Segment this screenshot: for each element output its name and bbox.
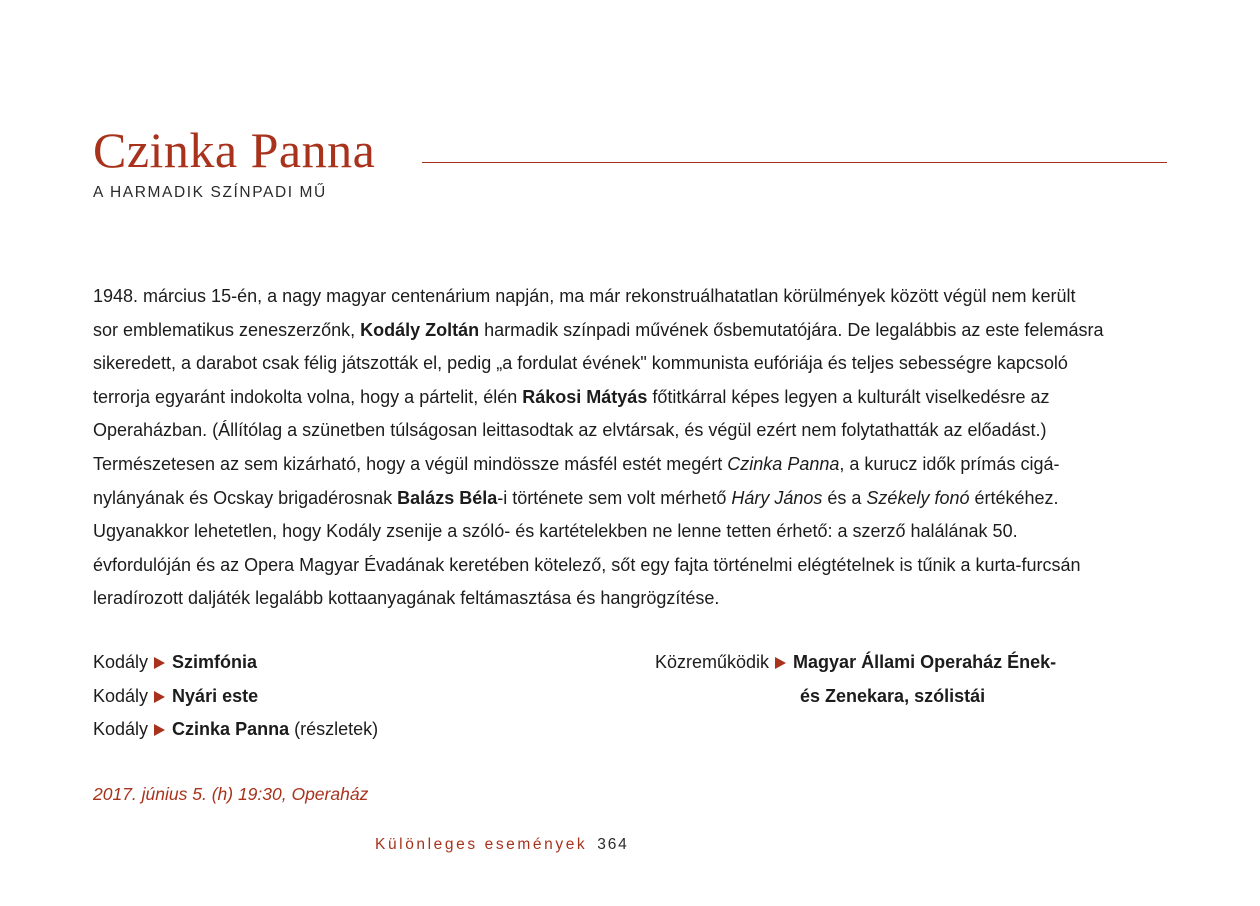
body-line	[93, 314, 1168, 348]
page-subtitle: A HARMADIK SZÍNPADI MŰ	[93, 184, 327, 201]
article-body	[93, 280, 1168, 616]
page-number: 364	[597, 836, 629, 853]
performers	[655, 646, 1056, 713]
body-line	[93, 482, 1168, 516]
program-work: Czinka Panna	[172, 719, 290, 740]
play-arrow-icon	[154, 657, 165, 669]
page-title: Czinka Panna	[93, 122, 376, 178]
body-line	[93, 448, 1168, 482]
program-item	[93, 680, 378, 714]
body-italic-title: Székely fonó	[866, 487, 970, 508]
program-item	[93, 646, 378, 680]
body-line	[93, 347, 1168, 381]
performers-label: Közreműködik	[655, 652, 770, 672]
program-list	[93, 646, 378, 747]
body-line	[93, 582, 1168, 616]
footer-section-label: Különleges események	[375, 836, 588, 853]
body-text-segment: , a kurucz idők prímás cigá-	[839, 453, 1060, 474]
event-date: 2017. június 5. (h) 19:30, Operaház	[93, 784, 369, 804]
body-italic-title: Czinka Panna	[727, 453, 840, 474]
title-divider	[422, 162, 1167, 163]
program-composer: Kodály	[93, 652, 149, 672]
body-text-segment: évfordulóján és az Opera Magyar Évadának keretében kötelező, sőt egy fajta történelmi elégtételnek is tűnik a kurta-furcsán	[93, 554, 1081, 575]
body-text-segment: sikeredett, a darabot csak félig játszották el, pedig „a fordulat évének" kommunista eufóriája és teljes sebességre kapcsoló	[93, 353, 1068, 374]
body-text-segment: -i története sem volt mérhető	[497, 487, 732, 508]
program-work: Szimfónia	[172, 652, 258, 672]
body-line	[93, 414, 1168, 448]
body-text-segment: leradírozott daljáték legalább kottaanyagának feltámasztása és hangrögzítése.	[93, 588, 720, 609]
body-text-segment: főtitkárral képes legyen a kulturált viselkedésre az	[647, 386, 1050, 407]
body-text-segment: értékéhez.	[969, 487, 1059, 508]
body-line	[93, 549, 1168, 583]
body-text-segment: nylányának és Ocskay brigadérosnak	[93, 487, 398, 508]
program-composer: Kodály	[93, 685, 149, 706]
performers-line-1	[655, 646, 1056, 680]
body-bold-name: Balázs Béla	[397, 487, 498, 508]
performers-name: Magyar Állami Operaház Ének-	[793, 652, 1057, 672]
body-italic-title: Háry János	[731, 487, 823, 508]
program-composer: Kodály	[93, 719, 149, 740]
program-note: (részletek)	[289, 719, 379, 740]
play-arrow-icon	[154, 724, 165, 736]
page-footer	[375, 836, 629, 854]
body-text-segment: Operaházban. (Állítólag a szünetben túlságosan leittasodtak az elvtársak, és végül ezért nem folytathatták az előadást.)	[93, 420, 1047, 441]
body-text-segment: 1948. március 15-én, a nagy magyar centenárium napján, ma már rekonstruálhatatlan körülmények között végül nem került	[93, 286, 1076, 306]
body-line	[93, 280, 1168, 314]
performers-line-2	[655, 680, 1056, 714]
body-line	[93, 515, 1168, 549]
body-text-segment: terrorja egyaránt indokolta volna, hogy a pártelit, élén	[93, 386, 523, 407]
body-line	[93, 381, 1168, 415]
body-bold-name: Rákosi Mátyás	[522, 386, 648, 407]
program-item	[93, 713, 378, 747]
body-bold-name: Kodály Zoltán	[360, 319, 480, 340]
performers-name-continued: és Zenekara, szólistái	[800, 685, 986, 706]
body-text-segment: sor emblematikus zeneszerzőnk,	[93, 319, 361, 340]
body-text-segment: és a	[822, 487, 867, 508]
play-arrow-icon	[775, 657, 786, 669]
program-work: Nyári este	[172, 685, 259, 706]
body-text-segment: harmadik színpadi művének ősbemutatójára. De legalábbis az este felemásra	[479, 319, 1104, 340]
body-text-segment: Ugyanakkor lehetetlen, hogy Kodály zsenije a szóló- és kartételekben ne lenne tetten érhető: a szerző halálának 50.	[93, 521, 1018, 542]
play-arrow-icon	[154, 691, 165, 703]
body-text-segment: Természetesen az sem kizárható, hogy a végül mindössze másfél estét megért	[93, 453, 728, 474]
